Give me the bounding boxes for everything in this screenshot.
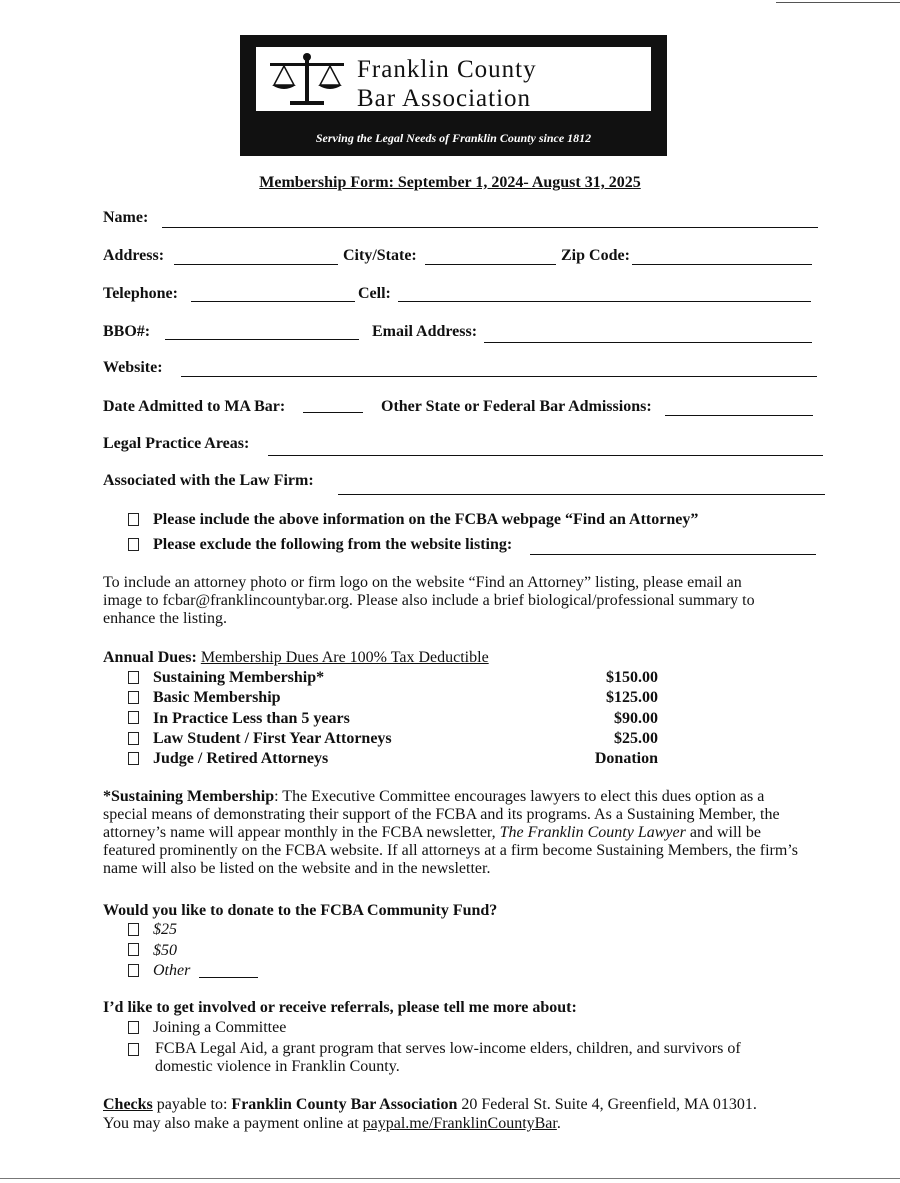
telephone-field[interactable] [191, 301, 355, 302]
scan-edge-mark [0, 1178, 900, 1179]
checkbox[interactable] [128, 964, 139, 977]
sustaining-heading: *Sustaining Membership [103, 788, 275, 805]
involved-question: I’d like to get involved or receive referrals, please tell me more about: [103, 999, 577, 1016]
involved-option-label: FCBA Legal Aid, a grant program that serves low-income elders, children, and survivors of domestic violence in Franklin County. [155, 1040, 741, 1075]
scan-edge-mark [776, 2, 900, 3]
name-label: Name: [103, 209, 149, 226]
exclude-listing-field[interactable] [530, 554, 816, 555]
dues-option-price: $125.00 [606, 689, 658, 707]
dues-header [103, 649, 489, 667]
checkbox[interactable] [128, 513, 139, 526]
practice-areas-label: Legal Practice Areas: [103, 435, 250, 452]
form-title: Membership Form: September 1, 2024- August 31, 2025 [259, 174, 641, 191]
paypal-link[interactable]: paypal.me/FranklinCountyBar [362, 1115, 557, 1132]
donate-option-label: $25 [153, 921, 177, 938]
donate-question: Would you like to donate to the FCBA Community Fund? [103, 902, 498, 919]
donate-option[interactable] [128, 921, 177, 939]
bbo-field[interactable] [165, 339, 359, 340]
donate-other-field[interactable] [199, 977, 258, 978]
email-field[interactable] [484, 342, 812, 343]
sustaining-text-a: : The Executive Committee encourages lawyers to elect this dues option as a special means of demonstrating their support of the FCBA and its programs. As a Sustaining Member, the attorney’s name will appear monthly in the FCBA newsletter, [103, 788, 780, 841]
donate-option[interactable] [128, 942, 177, 960]
exclude-listing-text: Please exclude the following from the website listing: [153, 536, 513, 553]
checkbox[interactable] [128, 943, 139, 956]
payment-online [103, 1115, 561, 1133]
website-field[interactable] [181, 376, 817, 377]
dues-option-name: Law Student / First Year Attorneys [153, 729, 392, 747]
date-admitted-label: Date Admitted to MA Bar: [103, 398, 286, 415]
org-name-line2: Bar Association [357, 85, 532, 112]
donate-option-label: $50 [153, 941, 177, 959]
checks-label: Checks [103, 1096, 153, 1113]
address-field[interactable] [174, 264, 338, 265]
zip-label: Zip Code: [561, 247, 630, 264]
law-firm-field[interactable] [338, 494, 825, 495]
payee-name: Franklin County Bar Association [231, 1096, 458, 1113]
city-state-label: City/State: [343, 247, 417, 264]
bbo-label: BBO#: [103, 323, 151, 340]
dues-option[interactable] [128, 730, 392, 748]
involved-option[interactable] [128, 1040, 788, 1076]
telephone-label: Telephone: [103, 285, 178, 302]
include-listing-text: Please include the above information on the FCBA webpage “Find an Attorney” [153, 511, 699, 528]
checkbox[interactable] [128, 923, 139, 936]
dues-option[interactable] [128, 750, 328, 768]
dues-option-price: $25.00 [614, 729, 658, 747]
tagline: Serving the Legal Needs of Franklin County since 1812 [315, 131, 592, 145]
dues-option-price: $90.00 [614, 709, 658, 727]
practice-areas-field[interactable] [268, 455, 823, 456]
involved-option-label: Joining a Committee [153, 1019, 287, 1036]
dues-option[interactable] [128, 689, 281, 707]
newsletter-title: The Franklin County Lawyer [499, 824, 686, 841]
checkbox[interactable] [128, 671, 139, 684]
checkbox[interactable] [128, 1021, 139, 1034]
name-field[interactable] [162, 227, 818, 228]
email-label: Email Address: [372, 323, 478, 340]
dues-option-name: Judge / Retired Attorneys [153, 750, 329, 768]
dues-option-name: In Practice Less than 5 years [153, 709, 350, 727]
address-label: Address: [103, 247, 165, 264]
dues-label: Annual Dues: [103, 649, 197, 666]
date-admitted-field[interactable] [303, 412, 363, 413]
payment-checks [103, 1096, 757, 1114]
payable-text: payable to: [152, 1096, 232, 1113]
checkbox[interactable] [128, 732, 139, 745]
checkbox[interactable] [128, 538, 139, 551]
sustaining-text-b: and will be featured prominently on the FCBA website. If all attorneys at a firm become Sustaining Members, the firm’s name will also be listed on the website and in the newsletter. [103, 824, 798, 877]
dues-option[interactable] [128, 710, 350, 728]
sustaining-description [103, 788, 803, 878]
involved-option[interactable] [128, 1019, 286, 1037]
scales-of-justice-icon [262, 51, 352, 109]
website-label: Website: [103, 359, 163, 376]
other-admissions-label: Other State or Federal Bar Admissions: [381, 398, 652, 415]
donate-option[interactable] [128, 962, 190, 980]
zip-field[interactable] [632, 264, 812, 265]
org-name-line1: Franklin County [357, 56, 537, 83]
logo [240, 35, 667, 156]
online-text: You may also make a payment online at [103, 1115, 363, 1132]
dues-option[interactable] [128, 669, 324, 687]
other-admissions-field[interactable] [665, 415, 813, 416]
cell-label: Cell: [358, 285, 391, 302]
checkbox[interactable] [128, 752, 139, 765]
checkbox[interactable] [128, 1043, 139, 1056]
exclude-listing-option[interactable] [128, 536, 512, 554]
photo-note: To include an attorney photo or firm logo on the website “Find an Attorney” listing, please email an image to fcbar@franklincountybar.org. Please also include a brief biological/professional summary to enhance the listing. [103, 574, 755, 627]
checkbox[interactable] [128, 691, 139, 704]
include-listing-option[interactable] [128, 511, 698, 529]
payee-address: 20 Federal St. Suite 4, Greenfield, MA 01301. [457, 1096, 757, 1113]
online-end: . [556, 1115, 561, 1132]
city-state-field[interactable] [425, 264, 556, 265]
dues-note: Membership Dues Are 100% Tax Deductible [200, 649, 489, 666]
checkbox[interactable] [128, 711, 139, 724]
donate-option-label: Other [153, 962, 191, 979]
dues-option-name: Sustaining Membership* [153, 669, 325, 686]
dues-option-price: $150.00 [606, 669, 658, 686]
law-firm-label: Associated with the Law Firm: [103, 472, 314, 489]
cell-field[interactable] [398, 301, 811, 302]
dues-option-price: Donation [594, 750, 658, 768]
dues-option-name: Basic Membership [153, 689, 281, 707]
